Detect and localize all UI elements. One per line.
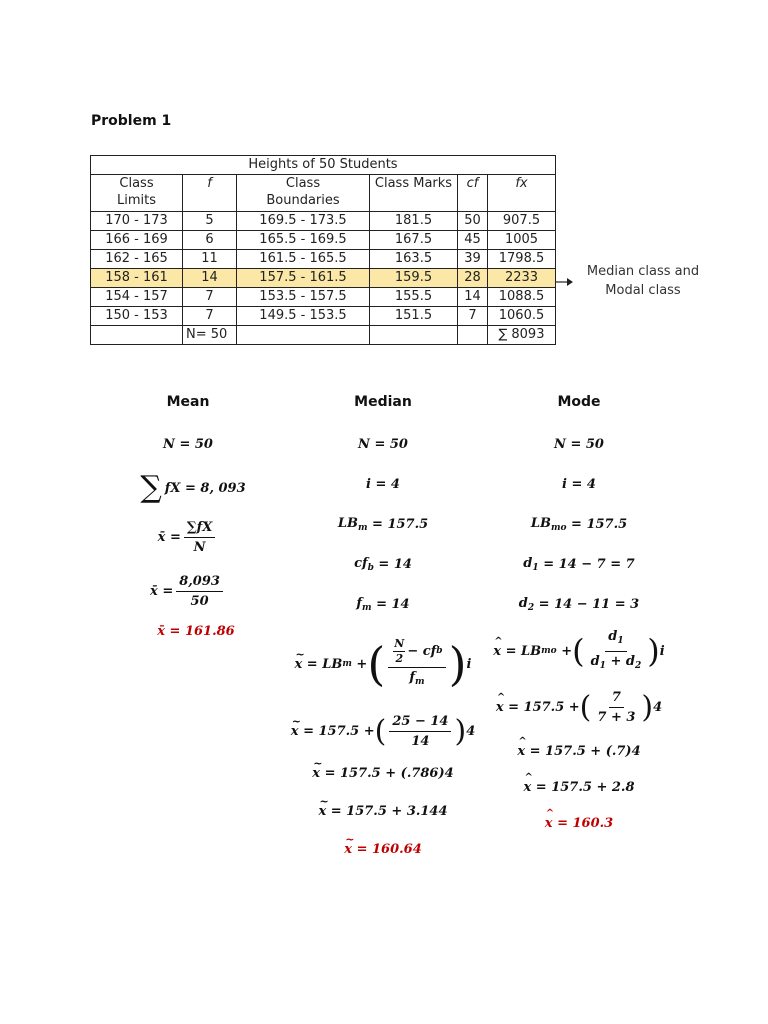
median-heading: Median <box>354 394 412 410</box>
cell-fx: 1060.5 <box>488 307 556 326</box>
cell-boundaries: 161.5 - 165.5 <box>237 250 370 269</box>
median-cfb-symbol: $cf_b$ <box>354 555 374 573</box>
cell-f: 11 <box>183 250 237 269</box>
cell-fx: 1088.5 <box>488 288 556 307</box>
mode-step1-prefix: = 157.5 + <box>508 699 580 715</box>
median-step1-prefix: = 157.5 + <box>303 723 375 739</box>
table-row <box>91 212 556 231</box>
cell-fx: 2233 <box>488 269 556 288</box>
mode-step-3: ^ x = 157.5 + 2.8 <box>488 770 670 804</box>
median-result-text: = 160.64 <box>356 841 422 857</box>
cell-fx: 907.5 <box>488 212 556 231</box>
median-step-1: ~ x = 157.5 + ( $\frac{25 - 14}{14}$ ) 4 <box>293 708 473 754</box>
median-n: N = 50 <box>358 436 408 452</box>
header-class-marks: Class Marks <box>370 175 458 212</box>
cell-marks: 159.5 <box>370 269 458 288</box>
mode-d1-symbol: $d_1$ <box>523 555 539 573</box>
mode-step2-text: = 157.5 + (.7)4 <box>529 743 641 759</box>
cell-cf: 28 <box>458 269 488 288</box>
mode-step1-num: 7 <box>609 690 624 708</box>
cell-empty <box>370 326 458 345</box>
median-lb-value: = 157.5 <box>372 516 429 532</box>
cell-marks: 155.5 <box>370 288 458 307</box>
mode-formula: ^ x = LB mo + ( $\frac{d_1}{d_1 + d_2}$ ) i <box>488 626 670 676</box>
header-class-limits <box>91 175 183 212</box>
sigma-icon: ∑ <box>140 470 162 505</box>
total-fx: ∑ 8093 <box>488 326 556 345</box>
cell-marks: 181.5 <box>370 212 458 231</box>
mean-formula-lhs: x̄ = <box>157 529 181 545</box>
mean-formula <box>118 514 258 560</box>
cell-cf: 14 <box>458 288 488 307</box>
mean-formula-num: ∑fX <box>184 520 215 538</box>
mean-sub-den: 50 <box>190 593 209 609</box>
median-step2-text: = 157.5 + (.786)4 <box>324 765 454 781</box>
cell-empty <box>237 326 370 345</box>
cell-f: 6 <box>183 231 237 250</box>
median-step3-text: = 157.5 + 3.144 <box>330 803 448 819</box>
mode-result-text: = 160.3 <box>557 815 614 831</box>
mode-d1 <box>488 546 670 582</box>
mode-d2-symbol: $d_2$ <box>518 595 535 613</box>
cell-boundaries: 153.5 - 157.5 <box>237 288 370 307</box>
cell-cf: 45 <box>458 231 488 250</box>
mode-formula-fraction: $\frac{d_1}{d_1 + d_2}$ <box>590 628 642 671</box>
median-cfb-value: = 14 <box>378 556 412 572</box>
median-step1-fraction <box>389 714 451 749</box>
mode-step-2: ^ x = 157.5 + (.7)4 <box>488 734 670 768</box>
median-lb-symbol: $LB_m$ <box>337 515 368 533</box>
cell-empty <box>91 326 183 345</box>
median-step1-den: 14 <box>411 733 430 749</box>
median-cfb <box>293 546 473 582</box>
median-step-2: ~ x = 157.5 + (.786)4 <box>293 756 473 790</box>
mean-sum-fx-text: fX = 8, 093 <box>164 480 246 496</box>
mode-d2 <box>488 586 670 622</box>
median-fm <box>293 586 473 622</box>
mean-sub-lhs: x̄ = <box>150 583 174 599</box>
cell-limits: 166 - 169 <box>91 231 183 250</box>
cell-f: 14 <box>183 269 237 288</box>
cell-fx: 1005 <box>488 231 556 250</box>
median-i: i = 4 <box>366 476 400 492</box>
mean-formula-fraction <box>184 520 215 555</box>
cell-f: 5 <box>183 212 237 231</box>
mode-step1-suffix: 4 <box>653 699 663 715</box>
mean-substitution <box>118 568 258 614</box>
median-step1-num: 25 − 14 <box>389 714 451 732</box>
cell-boundaries: 149.5 - 153.5 <box>237 307 370 326</box>
mode-step1-fraction <box>594 690 638 725</box>
mode-step-1: ^ x = 157.5 + ( $\frac{7}{7 + 3}$ ) 4 <box>488 684 670 730</box>
mode-heading: Mode <box>557 394 601 410</box>
header-class-limits-1: Class <box>119 176 154 191</box>
cell-marks: 151.5 <box>370 307 458 326</box>
table-row <box>91 288 556 307</box>
mean-result: x̄ = 161.86 <box>157 623 235 639</box>
frequency-table <box>90 155 556 345</box>
header-cf: cf <box>458 175 488 212</box>
mode-i: i = 4 <box>562 476 596 492</box>
cell-marks: 163.5 <box>370 250 458 269</box>
median-formula: ~ x = LB m + ( $\frac{N}{2}$ − cf b $f_m$ ) i <box>293 632 473 696</box>
cell-limits: 154 - 157 <box>91 288 183 307</box>
cell-boundaries: 165.5 - 169.5 <box>237 231 370 250</box>
mode-symbol: ^ x <box>493 644 501 659</box>
header-class-boundaries-2: Boundaries <box>266 193 340 208</box>
median-symbol: ~ x <box>295 657 303 672</box>
table-row <box>91 250 556 269</box>
mode-step1-den: 7 + 3 <box>597 709 636 725</box>
problem-title: Problem 1 <box>91 113 172 129</box>
mode-lb <box>488 506 670 542</box>
table-totals-row <box>91 326 556 345</box>
cell-boundaries: 157.5 - 161.5 <box>237 269 370 288</box>
mean-sub-fraction <box>176 574 223 609</box>
cell-empty <box>458 326 488 345</box>
mode-lb-symbol: $LB_{mo}$ <box>530 515 567 533</box>
mean-sub-num: 8,093 <box>176 574 223 592</box>
header-class-boundaries <box>237 175 370 212</box>
table-row-highlighted <box>91 269 556 288</box>
median-fm-value: = 14 <box>376 596 410 612</box>
table-row <box>91 231 556 250</box>
mode-n: N = 50 <box>554 436 604 452</box>
cell-limits: 150 - 153 <box>91 307 183 326</box>
median-step-3: ~ x = 157.5 + 3.144 <box>293 794 473 828</box>
median-result: ~ x = 160.64 <box>293 832 473 866</box>
median-fm-symbol: $f_m$ <box>356 595 372 613</box>
mode-result: ^ x = 160.3 <box>488 806 670 840</box>
annotation-line-1: Median class and <box>586 264 700 279</box>
median-lb <box>293 506 473 542</box>
mean-heading: Mean <box>166 394 210 410</box>
header-class-limits-2: Limits <box>117 193 156 208</box>
cell-limits: 162 - 165 <box>91 250 183 269</box>
total-n: N= 50 <box>183 326 237 345</box>
median-formula-fraction: $\frac{N}{2}$ − cf b $f_m$ <box>388 638 445 690</box>
cell-cf: 50 <box>458 212 488 231</box>
cell-limits: 170 - 173 <box>91 212 183 231</box>
table-row <box>91 307 556 326</box>
table-title: Heights of 50 Students <box>91 156 556 175</box>
cell-limits: 158 - 161 <box>91 269 183 288</box>
mean-column <box>118 392 258 644</box>
mean-n: N = 50 <box>163 436 213 452</box>
mode-lb-value: = 157.5 <box>571 516 628 532</box>
cell-f: 7 <box>183 288 237 307</box>
median-step1-suffix: 4 <box>466 723 476 739</box>
cell-boundaries: 169.5 - 173.5 <box>237 212 370 231</box>
mean-sum-fx <box>128 470 258 506</box>
annotation-line-2: Modal class <box>605 283 681 298</box>
header-fx: fx <box>488 175 556 212</box>
header-f: f <box>183 175 237 212</box>
arrow-right-icon <box>556 276 574 288</box>
mode-d2-value: = 14 − 11 = 3 <box>538 596 640 612</box>
cell-cf: 7 <box>458 307 488 326</box>
cell-f: 7 <box>183 307 237 326</box>
mode-column <box>488 392 670 840</box>
median-modal-annotation <box>574 262 712 300</box>
mode-step3-text: = 157.5 + 2.8 <box>535 779 635 795</box>
cell-marks: 167.5 <box>370 231 458 250</box>
cell-fx: 1798.5 <box>488 250 556 269</box>
cell-cf: 39 <box>458 250 488 269</box>
mode-d1-value: = 14 − 7 = 7 <box>543 556 635 572</box>
header-class-boundaries-1: Class <box>285 176 321 191</box>
median-column <box>290 392 476 866</box>
mean-formula-den: N <box>193 539 206 555</box>
